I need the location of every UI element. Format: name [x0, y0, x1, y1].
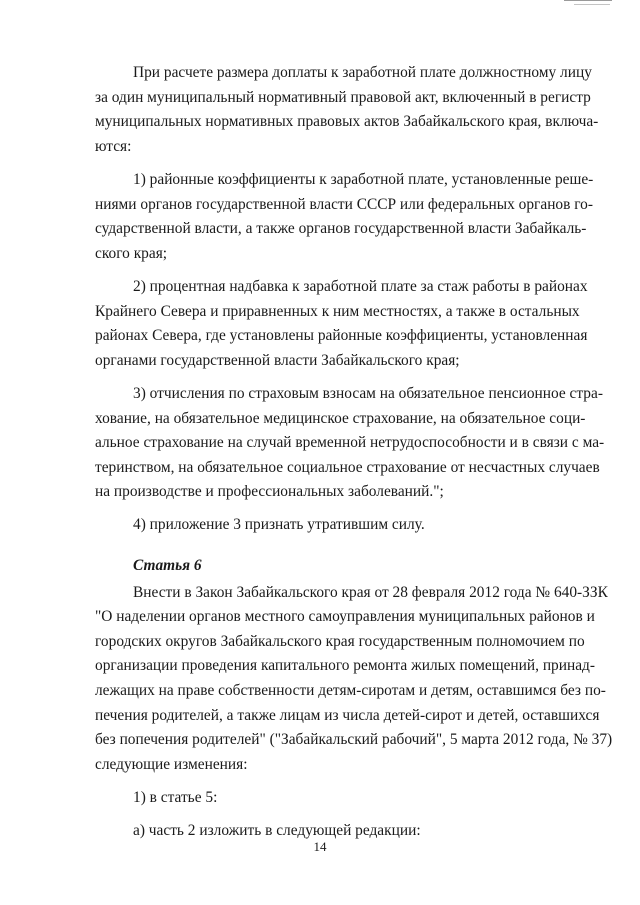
text-line: Крайнего Севера и приравненных к ним местностях, а также в остальных — [95, 302, 580, 320]
text-line: муниципальных нормативных правовых актов Забайкальского края, включа- — [95, 113, 599, 131]
text-line: печения родителей, а также лицам из числа детей-сирот и детей, оставшихся — [95, 706, 600, 724]
paragraph-article-item-1 — [95, 786, 573, 811]
text-line: ются: — [95, 137, 132, 155]
scan-corner-mark-secondary — [574, 4, 610, 5]
text-line: ского края; — [95, 244, 168, 262]
text-line: за один муниципальный нормативный правовой акт, включенный в регистр — [95, 88, 591, 106]
paragraph-article-body — [95, 581, 613, 778]
paragraph-item-2 — [95, 275, 588, 373]
paragraph-item-3 — [95, 382, 605, 505]
text-line: 4) приложение 3 признать утратившим силу. — [133, 516, 425, 534]
text-line: следующие изменения: — [95, 755, 248, 773]
text-line: организации проведения капитального ремонта жилых помещений, принад- — [95, 657, 596, 675]
text-line: "О наделении органов местного самоуправления муниципальных районов и — [95, 608, 595, 626]
text-line: Внести в Закон Забайкальского края от 28 февраля 2012 года № 640-ЗЗК — [133, 583, 608, 601]
text-line: 2) процентная надбавка к заработной плате за стаж работы в районах — [133, 277, 588, 295]
paragraph-intro — [95, 61, 599, 159]
text-line: лежащих на праве собственности детям-сиротам и детям, оставшимся без по- — [95, 682, 606, 700]
text-line: на производстве и профессиональных заболеваний."; — [95, 483, 444, 501]
article-heading: Статья 6 — [133, 557, 202, 575]
text-line: городских округов Забайкальского края государственным полномочием по — [95, 632, 585, 650]
paragraph-item-1 — [95, 168, 594, 266]
text-line: районах Севера, где установлены районные коэффициенты, установленная — [95, 327, 588, 345]
text-line: 3) отчисления по страховым взносам на обязательное пенсионное стра- — [133, 384, 603, 402]
page-number: 14 — [313, 839, 327, 854]
text-line: ниями органов государственной власти СССР или федеральных органов го- — [95, 195, 593, 213]
text-line: 1) в статье 5: — [133, 789, 218, 806]
paragraph-item-4 — [95, 513, 573, 538]
document-body — [95, 61, 613, 852]
text-line: без попечения родителей" ("Забайкальский рабочий", 5 марта 2012 года, № 37) — [95, 731, 613, 749]
text-line: органами государственной власти Забайкальского края; — [95, 351, 460, 369]
text-line: 1) районные коэффициенты к заработной плате, установленные реше- — [133, 170, 594, 188]
text-line: сударственной власти, а также органов государственной власти Забайкаль- — [95, 220, 587, 238]
text-line: альное страхование на случай временной нетрудоспособности и в связи с ма- — [95, 434, 605, 452]
scan-corner-mark — [564, 0, 612, 1]
text-line: теринством, на обязательное социальное страхование от несчастных случаев — [95, 458, 600, 476]
text-line: При расчете размера доплаты к заработной плате должностному лицу — [133, 64, 592, 81]
text-line: хование, на обязательное медицинское страхование, на обязательное соци- — [95, 409, 586, 427]
text-line: а) часть 2 изложить в следующей редакции: — [133, 822, 421, 840]
